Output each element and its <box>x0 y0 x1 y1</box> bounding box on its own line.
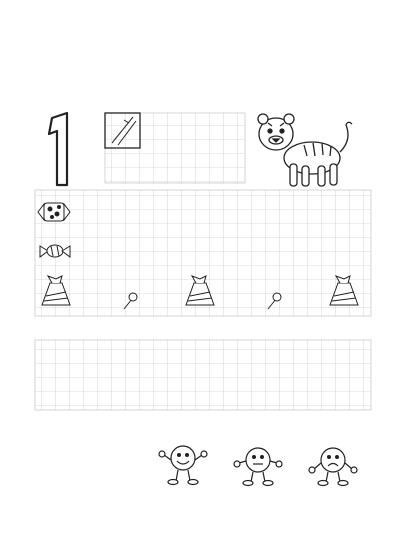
candy-bar-icon <box>38 203 70 221</box>
sad-face-figure[interactable] <box>309 448 357 486</box>
pattern-grid[interactable] <box>35 340 371 410</box>
tiger-illustration <box>258 114 352 186</box>
outlined-digit-one <box>49 113 67 185</box>
happy-face-figure[interactable] <box>159 446 207 485</box>
neutral-face-figure[interactable] <box>234 448 282 486</box>
